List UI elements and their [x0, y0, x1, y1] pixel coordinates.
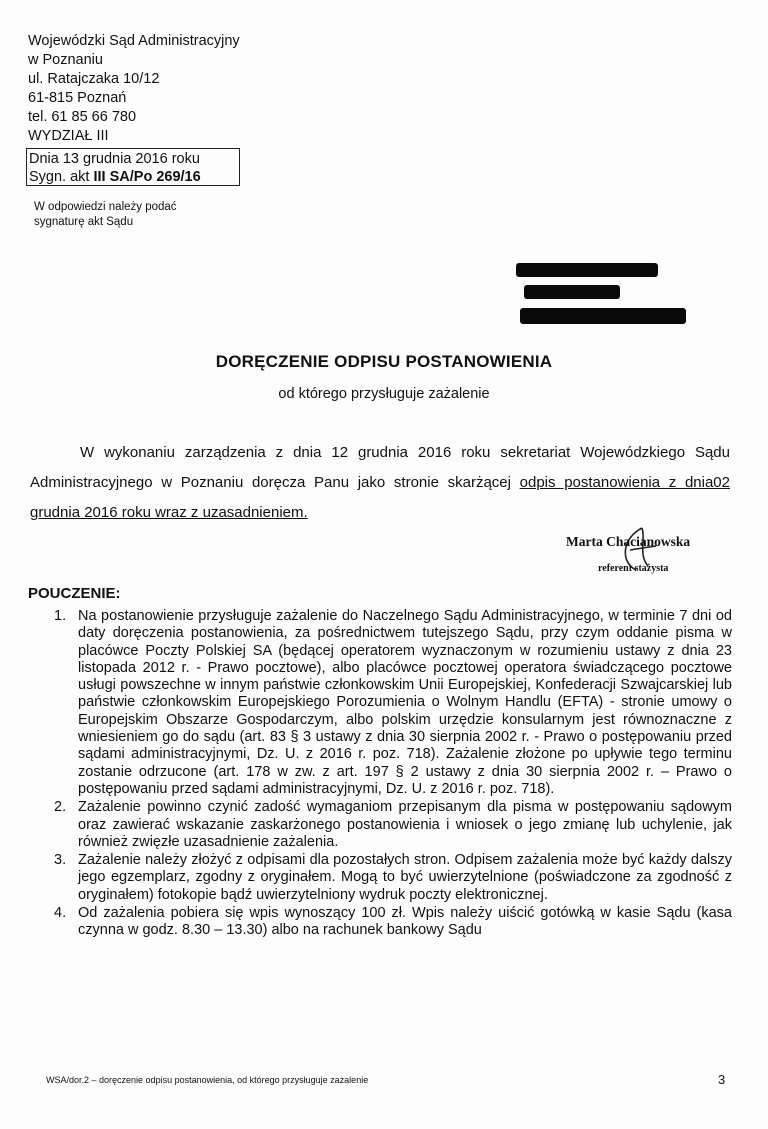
list-item-number: 1. — [54, 608, 67, 624]
instructions-list — [54, 608, 732, 941]
list-item — [54, 799, 732, 851]
court-name: Wojewódzki Sąd Administracyjny — [28, 33, 240, 49]
reply-note — [34, 200, 177, 230]
list-item-text: Zażalenie należy złożyć z odpisami dla pozostałych stron. Odpisem zażalenia może być każdy dalszy jego egzemplarz, zgodny z oryginałem. Mogą to być uwierzytelnione (poświadczone za zgodność z oryginałem) fotokopie bądź uwierzytelniony wydruk poczty elektronicznej. — [78, 852, 732, 903]
list-item-text: Od zażalenia pobiera się wpis wynoszący 100 zł. Wpis należy uiścić gotówką w kasie Sądu (kasa czynna w godz. 8.30 – 13.30) albo na rachunek bankowy Sądu — [78, 905, 732, 939]
case-reference — [29, 168, 239, 186]
case-box — [26, 148, 240, 186]
reply-note-line: W odpowiedzi należy podać — [34, 201, 177, 213]
list-item-text: Zażalenie powinno czynić zadość wymaganiom przepisanym dla pisma w postępowaniu sądowym oraz zawierać wskazanie zaskarżonego postanowienia i wniosek o jego zmianę lub uchylenie, jak również zwięzłe uzasadnienie zażalenia. — [78, 799, 732, 850]
court-city: w Poznaniu — [28, 52, 103, 68]
reply-note-line: sygnaturę akt Sądu — [34, 216, 134, 228]
body-paragraph — [30, 438, 730, 528]
signature-name: Marta Chacianowska — [566, 534, 691, 549]
list-item-number: 2. — [54, 799, 67, 816]
court-department: WYDZIAŁ III — [28, 128, 109, 144]
list-item-number: 3. — [54, 852, 67, 869]
redacted-block — [524, 285, 620, 299]
case-reference-prefix: Sygn. akt — [29, 169, 94, 185]
body-underlined: odpis postanowienia z dnia02 grudnia 2016 roku wraz z uzasadnieniem. — [30, 474, 730, 521]
list-item-text: Na postanowienie przysługuje zażalenie do Naczelnego Sądu Administracyjnego, w terminie 7 dni od daty doręczenia postanowienia, za pośrednictwem tutejszego Sądu, przy czym oddanie pisma w placówce Poczty Polskiej SA (będącej operatorem wyznaczonym w rozumieniu ustawy z dnia 23 listopada 2012 r. - Prawo pocztowe), albo placówce pocztowej operatora świadczącego pocztowe usługi powszechne w innym państwie członkowskim Unii Europejskiej, Konfederacji Szwajcarskiej lub państwie członkowskim Europejskiego Porozumienia o Wolnym Handlu (EFTA) - stronie umowy o Europejskim Obszarze Gospodarczym, albo polskim urzędzie konsularnym jest równoznaczne z wniesieniem go do sądu (art. 83 § 3 ustawy z dnia 30 sierpnia 2002 r. - Prawo o postępowaniu przed sądami administracyjnymi, Dz. U. z 2016 r. poz. 718). Zażalenie złożone po upływie tego terminu zostanie odrzucone (art. 178 w zw. z art. 197 § 2 ustawy z dnia 30 sierpnia 2002 r. – Prawo o postępowaniu przed sądami administracyjnymi, Dz. U. z 2016 r. poz. 718). — [78, 608, 732, 797]
case-reference-value: III SA/Po 269/16 — [93, 169, 201, 185]
list-item — [54, 905, 732, 940]
court-header — [28, 32, 240, 146]
case-date: Dnia 13 grudnia 2016 roku — [29, 151, 200, 167]
list-item-number: 4. — [54, 905, 67, 922]
instructions-heading: POUCZENIE: — [28, 585, 121, 602]
redacted-block — [520, 308, 686, 324]
page-footer: WSA/dor.2 – doręczenie odpisu postanowienia, od którego przysługuje zażalenie — [46, 1075, 369, 1085]
signature-role: referent stażysta — [598, 563, 669, 574]
body-text: W wykonaniu zarządzenia z dnia 12 grudnia 2016 roku sekretariat Wojewódzkiego Sądu Administracyjnego w Poznaniu doręcza Panu jako stronie skarżącej — [30, 444, 730, 491]
list-item — [54, 852, 732, 904]
document-title: DORĘCZENIE ODPISU POSTANOWIENIA — [215, 352, 553, 371]
court-phone: tel. 61 85 66 780 — [28, 109, 137, 125]
court-postal: 61-815 Poznań — [28, 90, 127, 106]
list-item — [54, 608, 732, 798]
court-street: ul. Ratajczaka 10/12 — [28, 71, 160, 87]
page-number: 3 — [718, 1072, 726, 1087]
document-subtitle: od którego przysługuje zażalenie — [278, 386, 490, 402]
redacted-block — [516, 263, 658, 277]
